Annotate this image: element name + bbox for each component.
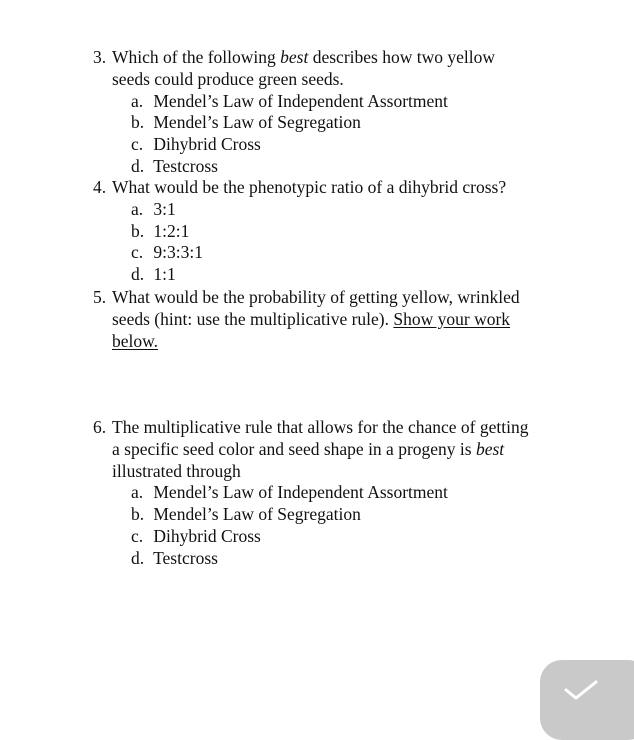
- option-d: d. 1:1: [131, 264, 176, 285]
- emphasis-best: best: [475, 438, 505, 459]
- answer-options: [93, 199, 573, 286]
- emphasis-best: best: [280, 47, 309, 67]
- option-c: c. Dihybrid Cross: [131, 134, 261, 155]
- question-3: [93, 47, 573, 178]
- option-b: b. Mendel’s Law of Segregation: [131, 504, 361, 525]
- checkmark-icon: [562, 678, 602, 704]
- question-6: [93, 417, 573, 570]
- question-number: 3.: [93, 47, 107, 67]
- option-b: b. Mendel’s Law of Segregation: [131, 112, 361, 133]
- option-c: c. 9:3:3:1: [131, 242, 203, 263]
- answer-options: [93, 91, 573, 178]
- question-number: 6.: [93, 417, 107, 437]
- option-a: a. Mendel’s Law of Independent Assortment: [131, 482, 448, 503]
- option-b: b. 1:2:1: [131, 220, 190, 241]
- below-underlined: below.: [112, 330, 159, 351]
- question-text-line-3: [93, 331, 573, 353]
- question-text-line-2: seeds could produce green seeds.: [112, 68, 344, 89]
- answer-options: [93, 482, 573, 569]
- corner-action-button[interactable]: [540, 660, 634, 740]
- question-text-line-2: a specific seed color and seed shape in a progeny is best: [112, 438, 505, 459]
- question-4: [93, 177, 573, 286]
- question-number: 4.: [93, 177, 107, 197]
- question-text-line-2: seeds (hint: use the multiplicative rule). Show your work: [112, 308, 511, 329]
- question-text-line-1: The multiplicative rule that allows for the chance of getting: [112, 417, 529, 437]
- show-your-work-underlined: Show your work: [393, 308, 511, 329]
- option-d: d. Testcross: [131, 155, 218, 176]
- option-d: d. Testcross: [131, 547, 218, 568]
- question-text-line-1: What would be the probability of getting yellow, wrinkled: [112, 287, 520, 307]
- question-5: [93, 287, 573, 352]
- question-number: 5.: [93, 287, 107, 307]
- question-text-line-1: Which of the following best describes how two yellow: [112, 47, 495, 67]
- option-a: a. 3:1: [131, 198, 176, 219]
- option-a: a. Mendel’s Law of Independent Assortment: [131, 90, 448, 111]
- option-c: c. Dihybrid Cross: [131, 525, 261, 546]
- question-text-line-3: illustrated through: [112, 460, 241, 481]
- question-text-line-1: What would be the phenotypic ratio of a dihybrid cross?: [112, 177, 507, 197]
